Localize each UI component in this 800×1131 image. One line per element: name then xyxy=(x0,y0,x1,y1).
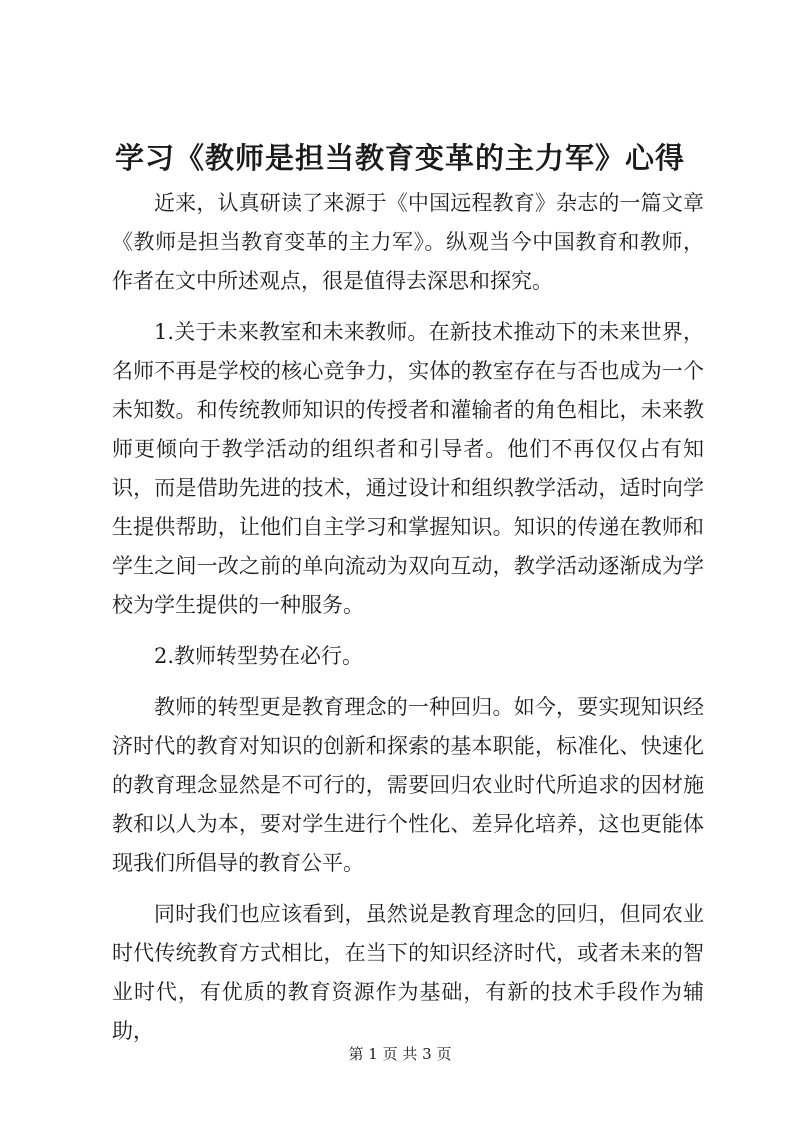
paragraph-point-1: 1.关于未来教室和未来教师。在新技术推动下的未来世界，名师不再是学校的核心竞争力，实体的教室存在与否也成为一个未知数。和传统教师知识的传授者和灌输者的角色相比，未来教师更倾向于教学活动的组织者和引导者。他们不再仅仅占有知识，而是借助先进的技术，通过设计和组织教学活动，适时向学生提供帮助，让他们自主学习和掌握知识。知识的传递在教师和学生之间一改之前的单向流动为双向互动，教学活动逐渐成为学校为学生提供的一种服务。 xyxy=(112,320,704,617)
paragraph-intro: 近来，认真研读了来源于《中国远程教育》杂志的一篇文章《教师是担当教育变革的主力军》。纵观当今中国教育和教师，作者在文中所述观点，很是值得去深思和探究。 xyxy=(112,191,704,293)
document-body xyxy=(112,184,704,1063)
paragraph-teacher-transformation: 教师的转型更是教育理念的一种回归。如今，要实现知识经济时代的教育对知识的创新和探索的基本职能，标准化、快速化的教育理念显然是不可行的，需要回归农业时代所追求的因材施教和以人为本，要对学生进行个性化、差异化培养，这也更能体现我们所倡导的教育公平。 xyxy=(112,695,704,875)
page-number-footer: 第 1 页 共 3 页 xyxy=(348,1045,452,1063)
paragraph-meanwhile: 同时我们也应该看到，虽然说是教育理念的回归，但同农业时代传统教育方式相比，在当下的知识经济时代，或者未来的智业时代，有优质的教育资源作为基础，有新的技术手段作为辅助， xyxy=(112,902,704,1043)
paragraph-point-2-heading: 2.教师转型势在必行。 xyxy=(154,644,364,668)
document-title: 学习《教师是担当教育变革的主力军》心得 xyxy=(114,141,685,175)
